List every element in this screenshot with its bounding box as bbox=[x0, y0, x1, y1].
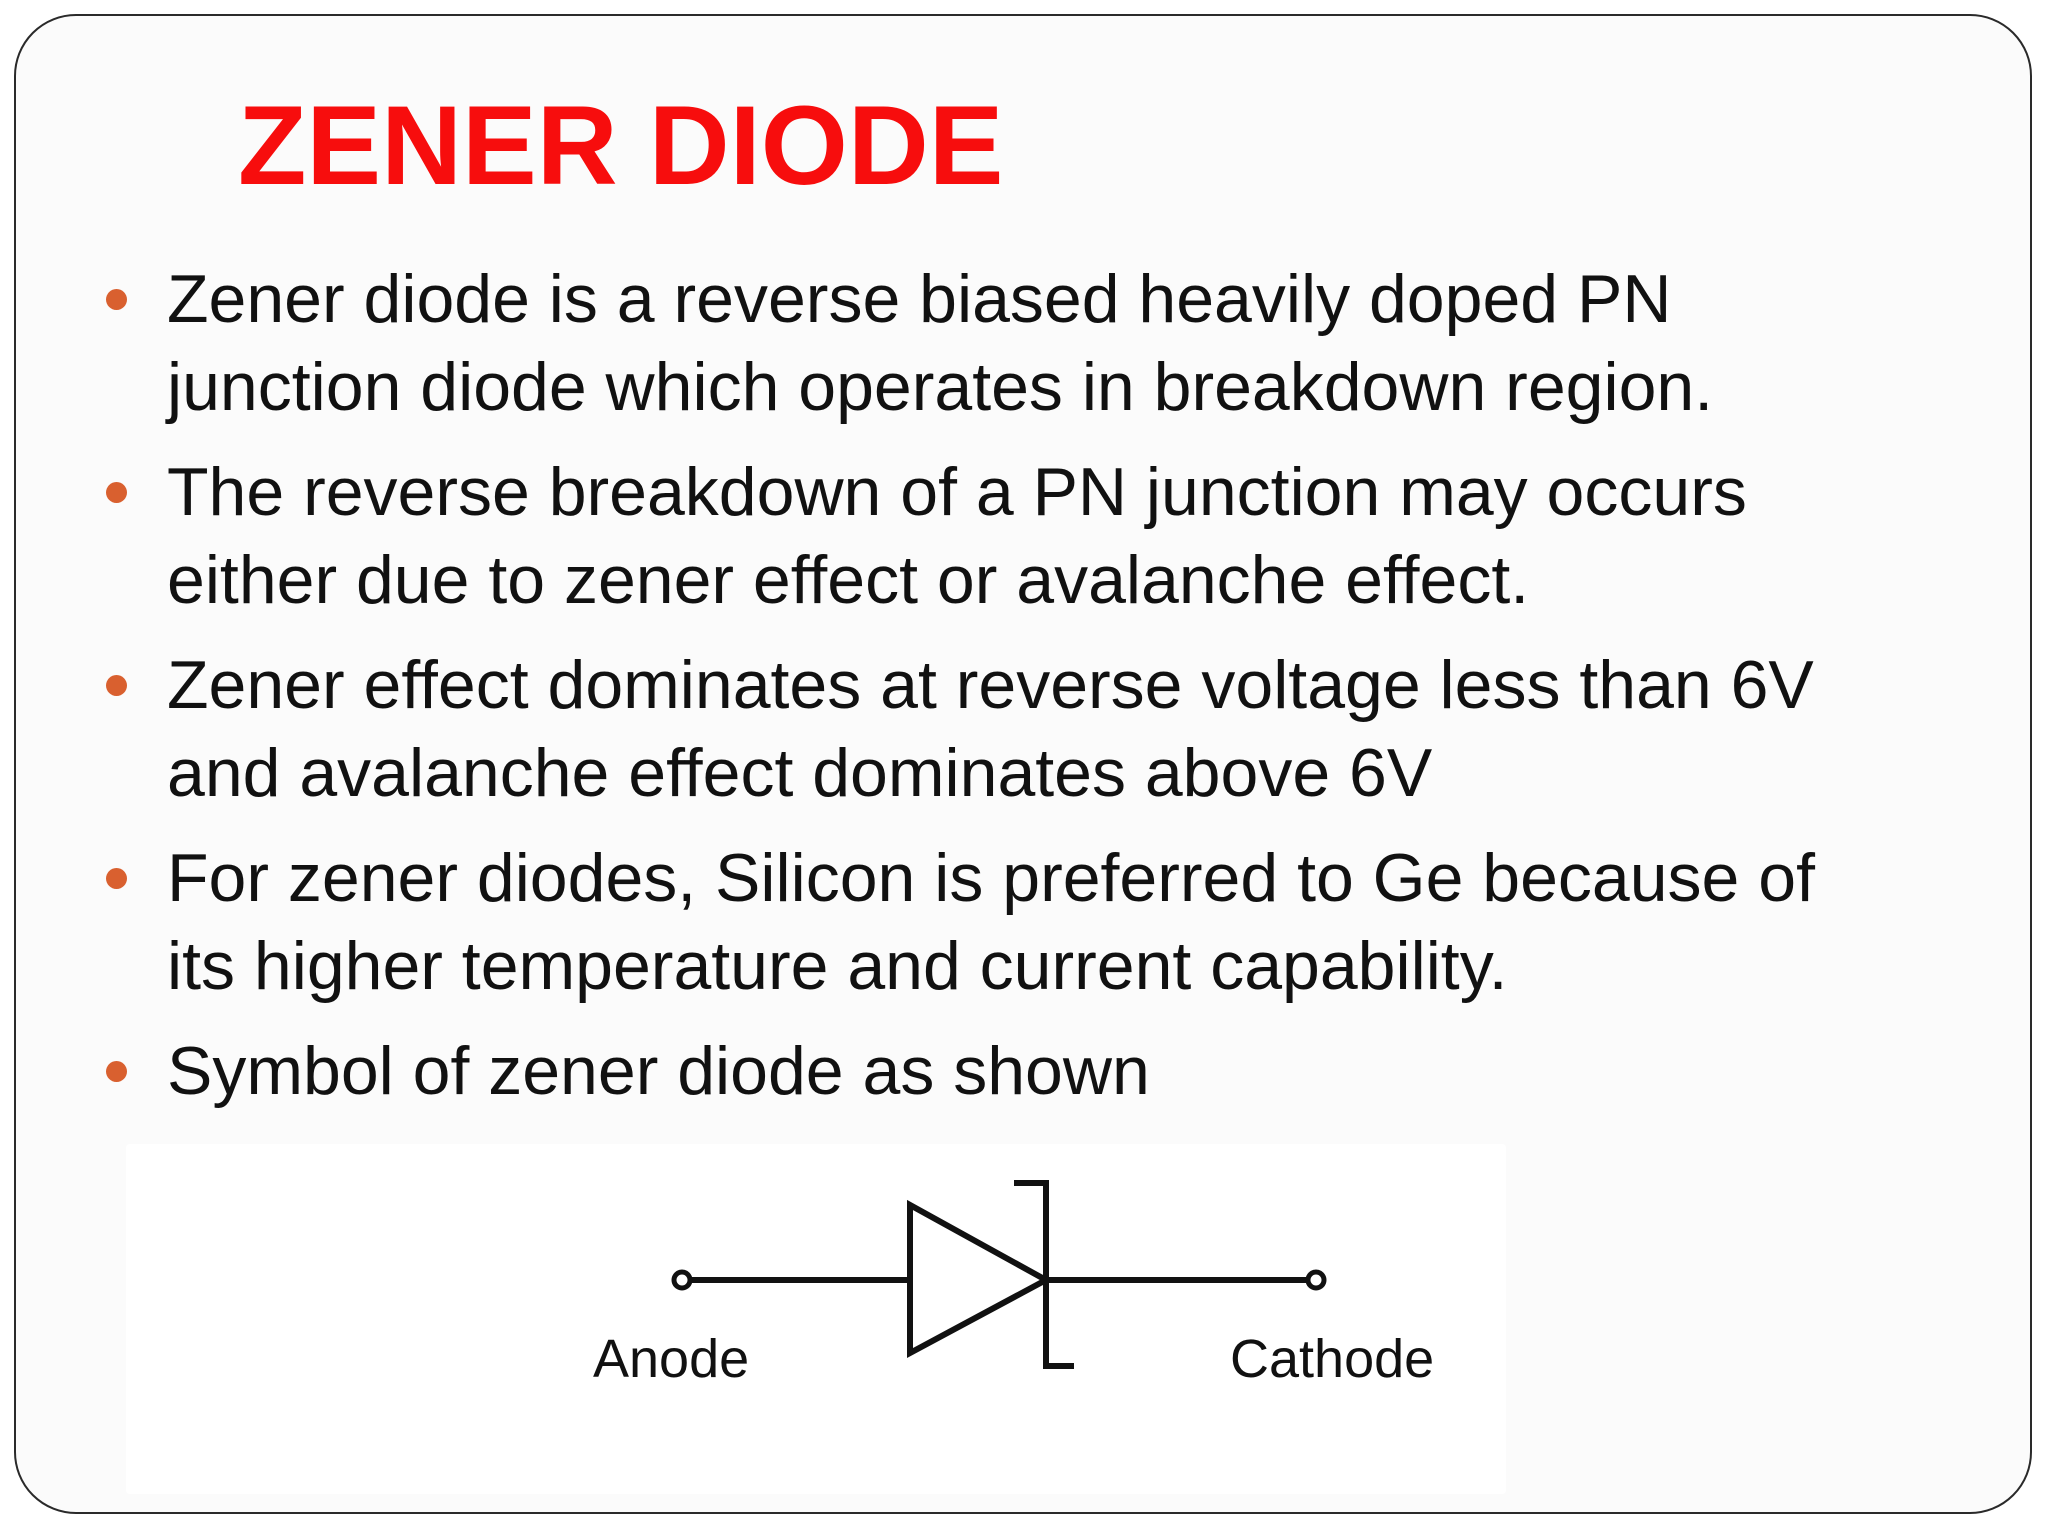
bullet-line: For zener diodes, Silicon is preferred to Ge because of bbox=[167, 840, 1815, 916]
anode-terminal-icon bbox=[674, 1272, 690, 1288]
bullet-dot-icon bbox=[106, 868, 127, 889]
anode-label: Anode bbox=[593, 1329, 750, 1389]
bullet-line: either due to zener effect or avalanche effect. bbox=[167, 542, 1530, 618]
bullet-dot-icon bbox=[106, 482, 127, 503]
cathode-terminal-icon bbox=[1308, 1272, 1324, 1288]
zener-diode-symbol bbox=[126, 1144, 1506, 1494]
bullet-line: and avalanche effect dominates above 6V bbox=[167, 735, 1433, 811]
bullet-dot-icon bbox=[106, 1061, 127, 1082]
bullet-line: its higher temperature and current capability. bbox=[167, 928, 1508, 1004]
bullet-list bbox=[106, 255, 2016, 1132]
bullet-item-symbol bbox=[106, 1027, 2016, 1115]
bullet-item-breakdown bbox=[106, 448, 2016, 624]
bullet-line: Zener diode is a reverse biased heavily doped PN bbox=[167, 261, 1672, 337]
slide-frame bbox=[14, 14, 2032, 1514]
bullet-line: The reverse breakdown of a PN junction may occurs bbox=[167, 454, 1747, 530]
bullet-line: Symbol of zener diode as shown bbox=[167, 1033, 1150, 1109]
diode-triangle-icon bbox=[910, 1205, 1046, 1353]
slide-title: ZENER DIODE bbox=[238, 83, 1004, 208]
bullet-line: Zener effect dominates at reverse voltage less than 6V bbox=[167, 647, 1814, 723]
bullet-line: junction diode which operates in breakdown region. bbox=[167, 349, 1714, 425]
cathode-label: Cathode bbox=[1230, 1329, 1435, 1389]
bullet-dot-icon bbox=[106, 675, 127, 696]
bullet-dot-icon bbox=[106, 289, 127, 310]
bullet-item-silicon bbox=[106, 834, 2016, 1010]
bullet-item-voltage-effects bbox=[106, 641, 2016, 817]
bullet-item-definition bbox=[106, 255, 2016, 431]
